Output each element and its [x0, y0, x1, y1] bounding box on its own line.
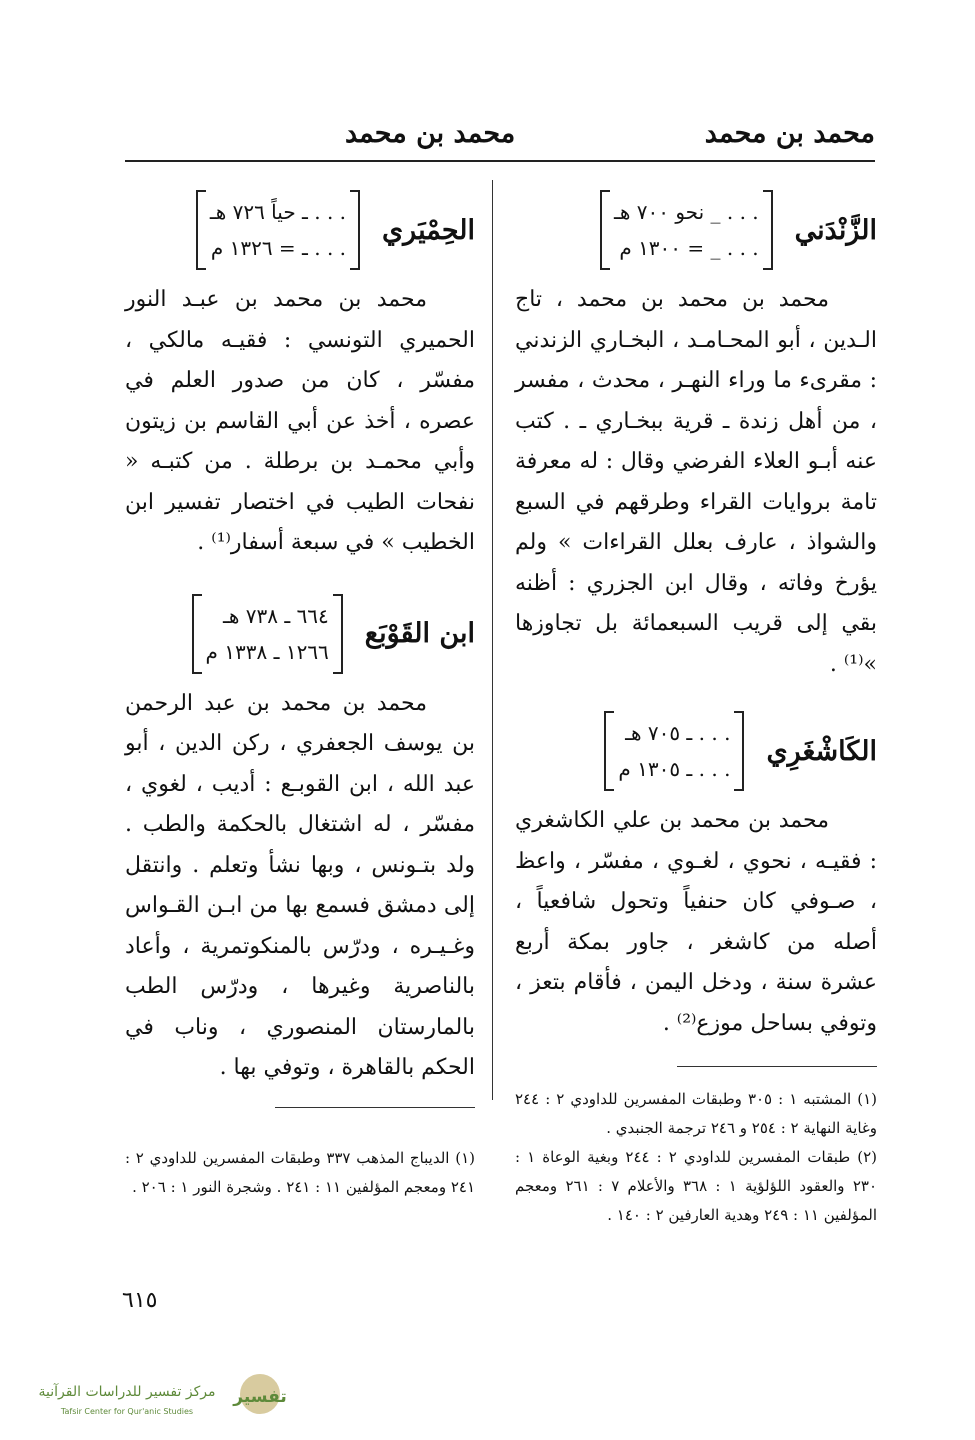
footnote-rule	[677, 1066, 877, 1067]
footnote: (١) الديباج المذهب ٣٣٧ وطبقات المفسرين للداودي ٢ : ٢٤١ ومعجم المؤلفين ١١ : ٢٤١ . وشجرة النور ١ : ٢٠٦ .	[125, 1148, 475, 1196]
entry-name: الكَاشْغَرِي	[766, 735, 877, 767]
entry-header-himyari	[125, 180, 475, 280]
date-bracket	[192, 594, 343, 674]
entry-header-zandani	[515, 180, 877, 280]
date-gregorian: ١٢٦٦ ـ ١٣٣٨ م	[205, 639, 329, 664]
logo-emblem-text: تفسير	[233, 1387, 287, 1407]
logo-english-text: Tafsir Center for Qur'anic Studies	[60, 1407, 194, 1416]
footnote: (٢) طبقات المفسرين للداودي ٢ : ٢٤٤ وبغية الوعاة ١ : ٢٣٠ والعقود اللؤلؤية ١ : ٣٦٨ والأعلام ٧ : ٢٦١ ومعجم المؤلفين ١١ : ٢٤٩ وهدية العارفين ٢ : ١٤٠ .	[515, 1148, 877, 1224]
date-bracket	[604, 711, 744, 791]
date-gregorian: . . . ـ ١٣٠٥ م	[618, 757, 731, 781]
entry-body: محمد بن محمد بن عبـد النور الحميري التونسي : فقيـه مالكي ، مفسّر ، كان من صدور العلم في عصره ، أخذ عن أبي القاسم بن زيتون وأبي محمـد بن برطلة . من كتبـه « نفحات الطيب في اختصار تفسير ابن الخطيب » في سبعة أسفار⁽¹⁾ .	[125, 287, 475, 555]
entry-body: محمد بن محمد بن محمد ، تاج الـدين ، أبو المحـامـد ، البخـاري الزندني : مقرىء ما وراء النهـر ، محدث ، مفسر ، من أهل زندة ـ قرية ببخـاري ـ . كتب عنه أبـو العلاء الفرضي وقال : له معرفة تامة بروايات القراء وطرقهم في السبع والشواذ ، عارف بعلل القراءات » ولم يؤرخ وفاته ، وقال ابن الجزري : أظنه بقي إلى قريب السبعمائة بل تجاوزها »⁽¹⁾ .	[515, 287, 877, 677]
running-header-right: محمد بن محمد	[704, 118, 875, 149]
date-bracket	[600, 190, 773, 270]
date-gregorian: . . . ـ = ١٣٢٦ م	[210, 236, 347, 260]
date-bracket	[196, 190, 360, 270]
entry-body: محمد بن محمد بن عبد الرحمن بن يوسف الجعفري ، ركن الدين ، أبو عبد الله ، ابن القوبـع : أديب ، لغوي ، مفسّر ، له اشتغال بالحكمة والطب . ولد بتـونس ، وبها نشأ وتعلم . وانتقل إلى دمشق فسمع بها من ابـن القـواس وغـيـره ، ودرّس بالمنكوتمرية ، وأعاد بالناصرية وغيرها ، ودرّس الطب بالمارستان المنصوري ، وناب في الحكم بالقاهرة ، وتوفي بها .	[125, 690, 475, 1080]
logo-arabic-text: مركز تفسير للدراسات القرآنية	[38, 1384, 216, 1400]
entry-name: الحِمْيَري	[382, 214, 475, 246]
date-hijri: ٦٦٤ ـ ٧٣٨ هـ	[222, 603, 329, 628]
right-column	[515, 180, 877, 1230]
entry-header-qawbaa	[125, 584, 475, 684]
page-number: ٦١٥	[122, 1288, 158, 1313]
entry-header-kashghari	[515, 701, 877, 801]
date-hijri: . . . ـ ٧٠٥ هـ	[625, 721, 731, 745]
header-rule	[125, 160, 875, 162]
date-hijri: . . . ـ حياً ٧٢٦ هـ	[209, 200, 347, 224]
footnote-rule	[275, 1107, 475, 1108]
running-header-left: محمد بن محمد	[345, 118, 516, 149]
date-gregorian: . . . _ = ١٣٠٠ م	[619, 236, 759, 260]
footnote: (١) المشتبه ١ : ٣٠٥ وطبقات المفسرين للداودي ٢ : ٢٤٤ وغاية النهاية ٢ : ٢٥٤ و ٢٤٦ ترجمة الجنبدي .	[515, 1090, 877, 1137]
tafsir-center-logo	[15, 1372, 287, 1422]
entry-name: الزَّنْدَني	[794, 214, 877, 246]
entry-name: ابن القَوْبَع	[364, 618, 475, 649]
date-hijri: . . . _ نحو ٧٠٠ هـ	[613, 200, 759, 224]
left-column	[125, 180, 475, 1202]
entry-body: محمد بن محمد بن علي الكاشغري : فقيـه ، نحوي ، لغـوي ، مفسّر ، واعظ ، صـوفي كان حنفياً وتحول شافعياً ، أصله من كاشغر ، جاور بمكة أربع عشرة سنة ، ودخل اليمن ، فأقام بتعز ، وتوفي بساحل موزع⁽²⁾ .	[515, 808, 877, 1036]
column-divider	[492, 180, 493, 1100]
